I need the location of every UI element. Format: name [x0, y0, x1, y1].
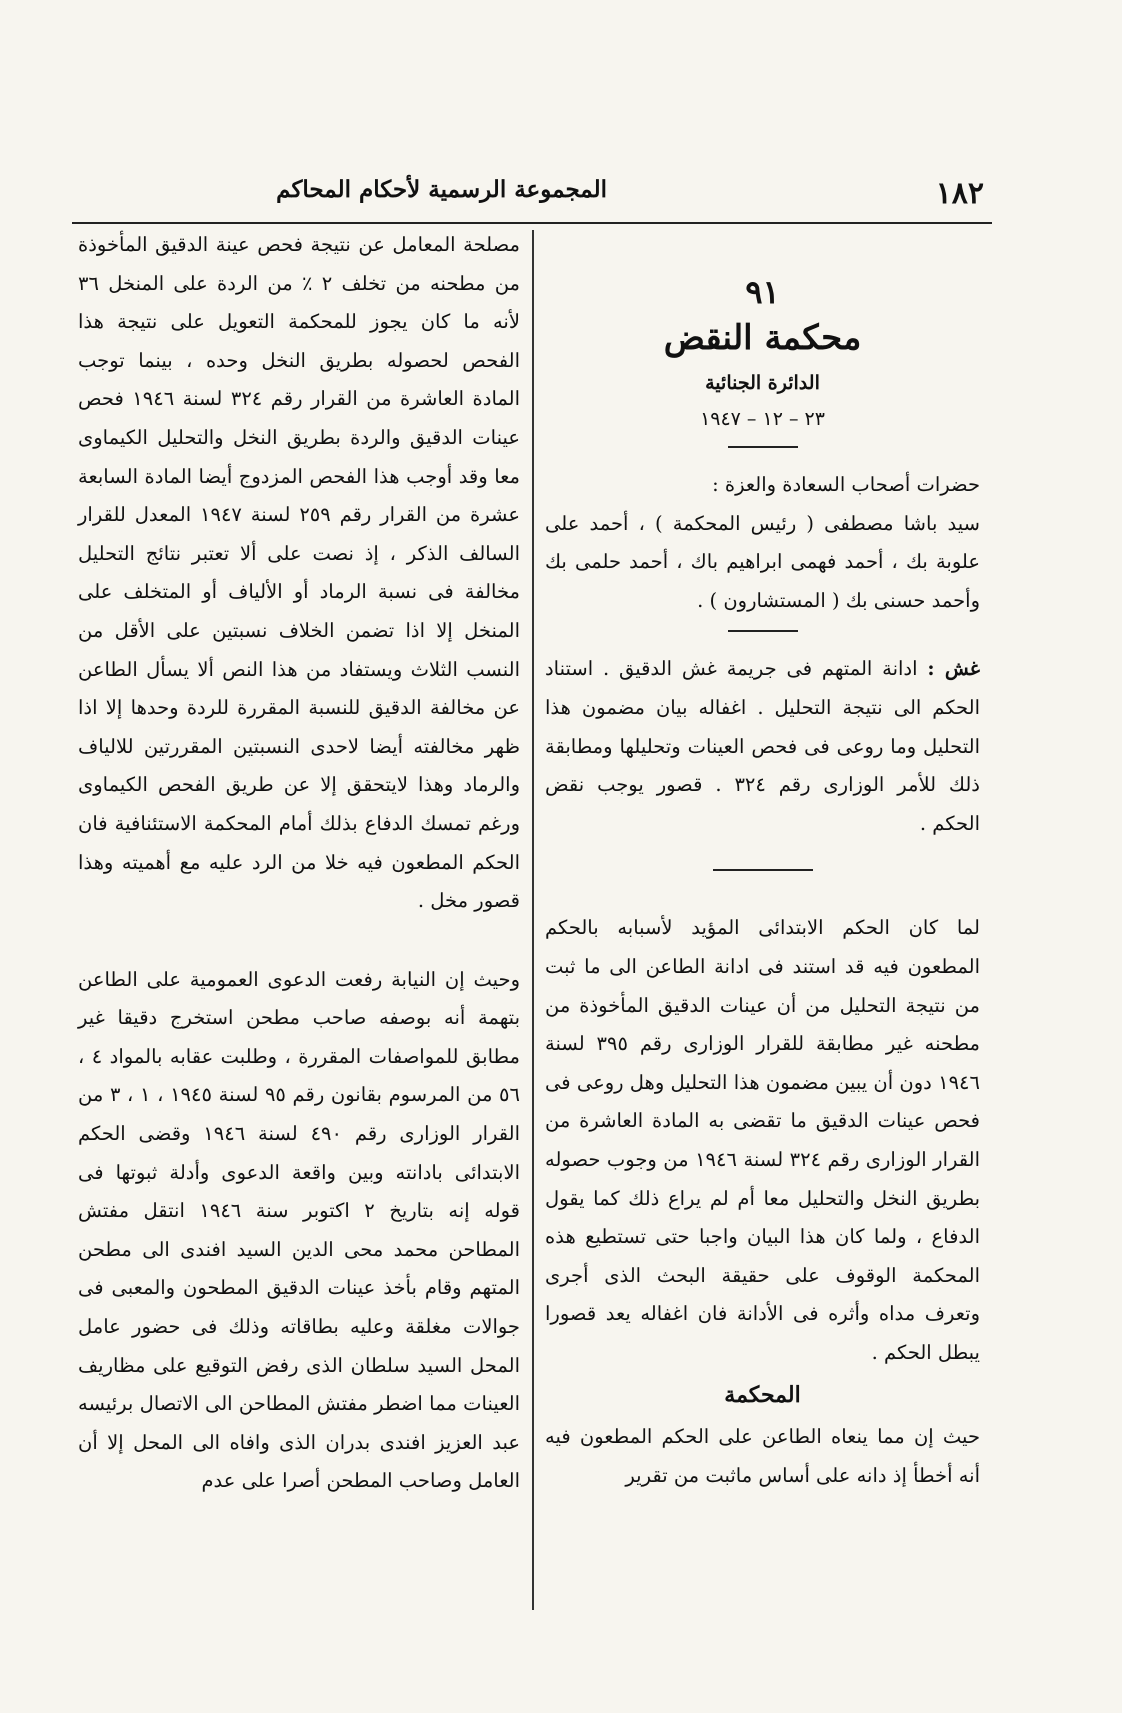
left-paragraph-2: وحيث إن النيابة رفعت الدعوى العمومية على الطاعن بتهمة أنه بوصفه صاحب مطحن استخرج دقيقا غير مطابق للمواصفات المقررة ، وطلبت عقابه بالمواد ٤ ، ٥٦ من المرسوم بقانون رقم ٩٥ لسنة ١٩٤٥ ، ١ ، ٣ من القرار الوزارى رقم ٤٩٠ لسنة ١٩٤٦ وقضى الحكم الابتدائى بادانته وبين واقعة الدعوى وأدلة ثبوتها فى قوله إنه بتاريخ ٢ اكتوبر سنة ١٩٤٦ انتقل مفتش المطاحن محمد محى الدين السيد افندى الى مطحن المتهم وقام بأخذ عينات الدقيق المطحون والمعبى فى جوالات مغلقة وعليه بطاقاته وذلك فى حضور عامل المحل السيد سلطان الذى رفض التوقيع على مظاريف العينات مما اضطر مفتش المطاحن الى الاتصال برئيسه عبد العزيز افندى بدران الذى وافاه الى المحل إلا أن العامل وصاحب المطحن أصرا على عدم: [78, 967, 521, 1493]
case-summary: [545, 650, 980, 843]
court-name: محكمة النقض: [663, 318, 862, 358]
right-column: [545, 272, 980, 1496]
column-divider: [532, 230, 534, 1610]
paragraph-gap: [78, 921, 520, 961]
running-title: المجموعة الرسمية لأحكام المحاكم: [276, 176, 607, 203]
members-list: سيد باشا مصطفى ( رئيس المحكمة ) ، أحمد على علوبة بك ، أحمد فهمى ابراهيم باك ، أحمد حلمى بك وأحمد حسنى بك ( المستشارون ) .: [545, 511, 980, 612]
case-number: ٩١: [745, 273, 780, 311]
summary-keyword: غش :: [927, 657, 980, 681]
section-heading: المحكمة: [724, 1382, 801, 1409]
summary-text: ادانة المتهم فى جريمة غش الدقيق . استناد الحكم الى نتيجة التحليل . اغفاله بيان مضمون هذا التحليل وما روعى فى فحص العينات وتحليلها ومطابقة ذلك للأمر الوزارى رقم ٣٢٤ . قصور يوجب نقض الحكم .: [545, 657, 980, 835]
ruling-principle: لما كان الحكم الابتدائى المؤيد لأسبابه بالحكم المطعون فيه قد استند فى ادانة الطاعن الى ما ثبت من نتيجة التحليل من أن عينات الدقيق المأخوذة من مطحنه غير مطابقة للقرار الوزارى رقم ٣٩٥ لسنة ١٩٤٦ دون أن يبين مضمون هذا التحليل وهل روعى فى فحص عينات الدقيق ما تقضى به المادة العاشرة من القرار الوزارى رقم ٣٢٤ لسنة ١٩٤٦ من وجوب حصوله بطريق النخل والتحليل معا أم لم يراع ذلك كما يقول الدفاع ، ولما كان هذا البيان واجبا حتى تستطيع هذه المحكمة الوقوف على حقيقة البحث الذى أجرى وتعرف مداه وأثره فى الأدانة فان اغفاله يعد قصورا يبطل الحكم .: [545, 916, 981, 1364]
left-paragraph-1: مصلحة المعامل عن نتيجة فحص عينة الدقيق المأخوذة من مطحنه من تخلف ٢ ٪ من الردة على المنخل ٣٦ لأنه ما كان يجوز للمحكمة التعويل على نتيجة هذا الفحص لحصوله بطريق النخل وحده ، بينما توجب المادة العاشرة من القرار رقم ٣٢٤ لسنة ١٩٤٦ فحص عينات الدقيق والردة بطريق النخل والتحليل الكيماوى معا وقد أوجب هذا الفحص المزدوج أيضا المادة السابعة عشرة من القرار رقم ٢٥٩ لسنة ١٩٤٧ المعدل للقرار السالف الذكر ، إذ نصت على ألا تعتبر نتائج التحليل مخالفة فى نسبة الرماد أو الألياف أو المتخلف على المنخل إلا اذا تضمن الخلاف نسبتين على الأقل من النسب الثلاث ويستفاد من هذا النص ألا يسأل الطاعن عن مخالفة الدقيق للنسبة المقررة للردة وحدها إلا اذا ظهر مخالفته أيضا لاحدى النسبتين المقررتين للالياف والرماد وهذا لايتحقق إلا عن طريق الفحص الكيماوى ورغم تمسك الدفاع بذلك أمام المحكمة الاستئنافية فان الحكم المطعون فيه خلا من الرد عليه مع أهميته وهذا قصور مخل .: [78, 233, 521, 913]
separator-rule: [728, 630, 798, 632]
members-heading: حضرات أصحاب السعادة والعزة :: [712, 473, 980, 496]
separator-rule: [713, 869, 813, 871]
separator-rule: [728, 446, 798, 448]
court-opening-text: حيث إن مما ينعاه الطاعن على الحكم المطعون فيه أنه أخطأ إذ دانه على أساس ماثبت من تقرير: [545, 1425, 980, 1488]
case-date: ٢٣ – ١٢ – ١٩٤٧: [700, 408, 825, 430]
circuit-name: الدائرة الجنائية: [705, 372, 820, 394]
page-header: [72, 170, 992, 224]
left-column: [78, 226, 520, 1501]
page-number: ١٨٢: [935, 176, 984, 211]
